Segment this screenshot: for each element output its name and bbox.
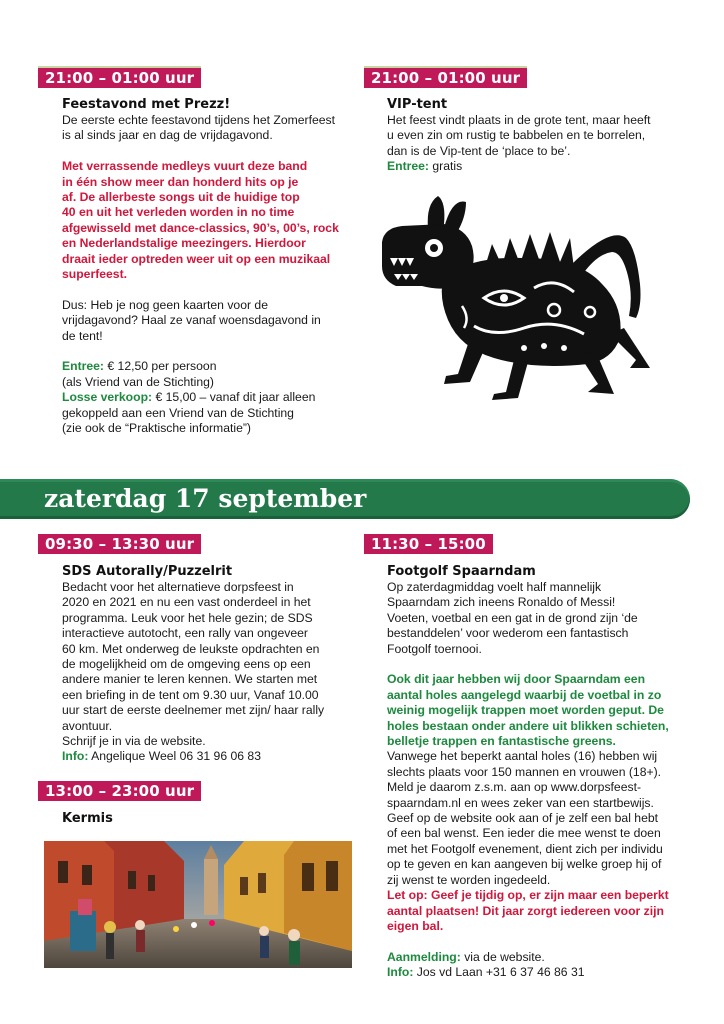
highlight-line: in één show meer dan honderd hits op je (62, 174, 299, 189)
body-line: de tent! (62, 328, 103, 343)
body-line: dan is de Vip-tent de ‘place to be’. (387, 143, 571, 158)
body-line: Schrijf je in via de website. (62, 734, 206, 749)
aanmelding-value: via de website. (460, 949, 545, 964)
aztec-dragon-icon (374, 188, 669, 400)
entree-label: Entree: (62, 359, 104, 374)
time-badge-feestavond: 21:00 – 01:00 uur (38, 66, 201, 88)
street-festival-photo-icon (44, 841, 352, 968)
warning-line (387, 888, 697, 903)
body-line: met het Footgolf evenement, dient zich per individu (387, 841, 663, 856)
entree-note: (als Vriend van de Stichting) (62, 374, 214, 389)
losse-value: € 15,00 – vanaf dit jaar alleen (152, 390, 316, 405)
body-line: Spaarndam zich ineens Ronaldo of Messi! (387, 595, 616, 610)
event-body-feestavond (62, 113, 362, 436)
info-label: Info: (387, 965, 414, 980)
body-line: Het feest vindt plaats in de grote tent, maar heeft (387, 113, 651, 127)
highlight-line: afgewisseld met dance-classics, 90’s, 00’s, rock (62, 220, 339, 235)
event-title-vip: VIP-tent (387, 97, 448, 112)
warning-line: eigen bal. (387, 918, 444, 933)
losse-line (62, 390, 362, 405)
time-badge-footgolf: 11:30 – 15:00 (364, 534, 493, 554)
aanmelding-label: Aanmelding: (387, 949, 461, 964)
event-title-footgolf: Footgolf Spaarndam (387, 564, 536, 579)
losse-label: Losse verkoop: (62, 390, 153, 405)
body-line: andere manier te leren kennen. We starten met (62, 672, 318, 687)
day-heading-bar (0, 479, 690, 519)
body-line: Voeten, voetbal en een gat in de grond zijn ‘de (387, 610, 638, 625)
body-line: 60 km. Met onderweg de leukste opdrachten en (62, 641, 320, 656)
highlight-line: aantal holes aangelegd waarbij de voetbal in zo (387, 687, 662, 702)
day-heading: zaterdag 17 september (44, 484, 367, 513)
body-line: slechts plaats voor 150 mannen en vrouwen (18+). (387, 764, 662, 779)
highlight-line: weinig mogelijk trappen moet worden geput. De (387, 703, 664, 718)
body-line: gekoppeld aan een Vriend van de Stichting (62, 405, 294, 420)
entree-label: Entree: (387, 159, 429, 174)
entree-line (62, 359, 362, 374)
body-line: een briefing in de tent om 9.30 uur, Vanaf 10.00 (62, 687, 319, 702)
highlight-line: superfeest. (62, 267, 128, 282)
body-line: of een bal wenst. Een ieder die mee wenst te doen (387, 826, 661, 841)
body-line: zij wenst te worden ingedeeld. (387, 872, 551, 887)
body-line: programma. Leuk voor het hele gezin; de SDS (62, 610, 313, 625)
body-line: Op zaterdagmiddag voelt half mannelijk (387, 580, 602, 594)
event-title-autorally: SDS Autorally/Puzzelrit (62, 564, 233, 579)
event-body-footgolf (387, 580, 697, 981)
body-line: interactieve autotocht, een rally van ongeveer (62, 626, 308, 641)
warning-text: Geef je tijdig op, er zijn maar een beperkt (427, 888, 669, 903)
info-value: Jos vd Laan +31 6 37 46 86 31 (413, 965, 585, 980)
time-badge-kermis: 13:00 – 23:00 uur (38, 781, 201, 801)
time-badge-autorally: 09:30 – 13:30 uur (38, 534, 201, 554)
body-line: Geef op de website ook aan of je zelf een bal hebt (387, 811, 659, 826)
body-line: Vanwege het beperkt aantal holes (16) hebben wij (387, 749, 658, 764)
body-line: avontuur. (62, 718, 113, 733)
event-title-feestavond: Feestavond met Prezz! (62, 97, 231, 112)
body-line: (zie ook de “Praktische informatie”) (62, 421, 251, 436)
body-line: de mogelijkheid om de omgeving eens op een (62, 657, 311, 672)
info-line (62, 749, 362, 764)
body-line: 2020 en 2021 en nu een vast onderdeel in het (62, 595, 311, 610)
highlight-line: Ook dit jaar hebben wij door Spaarndam een (387, 672, 646, 687)
time-badge-vip: 21:00 – 01:00 uur (364, 66, 527, 88)
body-line: op te geven en kan aangeven bij welke groep hij of (387, 857, 662, 872)
warning-line: aantal plaatsen! Dit jaar zorgt iedereen voor zijn (387, 903, 664, 918)
highlight-line: holes bestaan onder andere uit blikken schieten, (387, 718, 669, 733)
info-label: Info: (62, 749, 89, 764)
body-line: Meld je daarom z.s.m. aan op www.dorpsfeest- (387, 780, 642, 795)
body-line: Footgolf toernooi. (387, 641, 482, 656)
body-line: uur start de eerste deelnemer met zijn/ haar rally (62, 703, 325, 718)
highlight-line: Met verrassende medleys vuurt deze band (62, 159, 308, 174)
body-line: vrijdagavond? Haal ze vanaf woensdagavond in (62, 313, 321, 328)
body-line: u even zin om rustig te babbelen en te borrelen, (387, 128, 646, 143)
body-line: Dus: Heb je nog geen kaarten voor de (62, 297, 268, 312)
body-line: Bedacht voor het alternatieve dorpsfeest in (62, 580, 294, 594)
body-line: spaarndam.nl en wees zeker van een startbewijs. (387, 795, 654, 810)
entree-value: € 12,50 per persoon (104, 359, 217, 374)
highlight-line: af. De allerbeste songs uit de huidige top (62, 190, 300, 205)
body-line: De eerste echte feestavond tijdens het Zomerfeest (62, 113, 336, 127)
event-body-autorally (62, 580, 362, 765)
aanmelding-line (387, 950, 697, 965)
body-line: is al sinds jaar en dag de vrijdagavond. (62, 128, 273, 143)
entree-value: gratis (429, 159, 463, 174)
warning-label: Let op: (387, 888, 428, 903)
info-value: Angelique Weel 06 31 96 06 83 (88, 749, 261, 764)
body-line: bestanddelen’ voor wederom een fantastisch (387, 626, 629, 641)
highlight-line: belletje trappen en fantastische greens. (387, 734, 616, 749)
info-line (387, 965, 697, 980)
entree-line (387, 159, 687, 174)
highlight-line: draait ieder optreden weer uit op een muzikaal (62, 251, 331, 266)
highlight-line: en Nederlandstalige meezingers. Hierdoor (62, 236, 306, 251)
event-title-kermis: Kermis (62, 811, 113, 826)
highlight-line: 40 en uit het verleden worden in no time (62, 205, 295, 220)
event-body-vip (387, 113, 687, 175)
